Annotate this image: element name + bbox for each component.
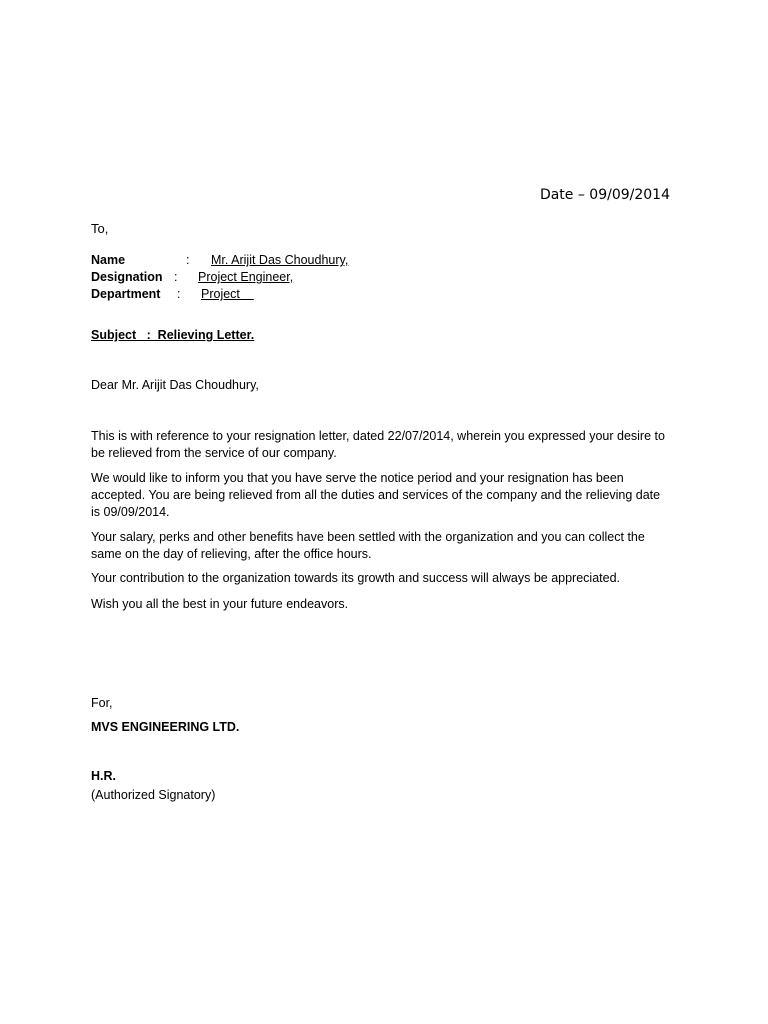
body-paragraph: Wish you all the best in your future endeavors. bbox=[91, 597, 349, 611]
name-colon: : bbox=[186, 253, 190, 267]
department-label: Department bbox=[91, 287, 161, 301]
closing-for: For, bbox=[91, 696, 113, 710]
signer-name: H.R. bbox=[91, 769, 116, 783]
salutation: Dear Mr. Arijit Das Choudhury, bbox=[91, 378, 259, 392]
name-label: Name bbox=[91, 253, 126, 267]
company-name: MVS ENGINEERING LTD. bbox=[91, 720, 240, 734]
designation-colon: : bbox=[174, 270, 178, 284]
body-paragraph: Your contribution to the organization towards its growth and success will always be appreciated. bbox=[91, 571, 620, 585]
department-value: Project bbox=[201, 287, 254, 301]
designation-label: Designation bbox=[91, 270, 163, 284]
body-paragraph: This is with reference to your resignation letter, dated 22/07/2014, wherein you expressed your desire to be relieved from the service of our company. bbox=[91, 429, 665, 460]
department-colon: : bbox=[177, 287, 181, 301]
body-paragraph: We would like to inform you that you have serve the notice period and your resignation has been accepted. You are being relieved from all the duties and services of the company and the relieving date is 09/09/2014. bbox=[91, 471, 661, 519]
designation-value: Project Engineer, bbox=[198, 270, 294, 284]
body-paragraph: Your salary, perks and other benefits have been settled with the organization and you can collect the same on the day of relieving, after the office hours. bbox=[91, 530, 645, 561]
recipient-to: To, bbox=[91, 221, 109, 236]
letter-date: Date – 09/09/2014 bbox=[539, 187, 670, 203]
letter-subject: Subject : Relieving Letter. bbox=[91, 328, 255, 342]
signer-role: (Authorized Signatory) bbox=[91, 788, 216, 802]
name-value: Mr. Arijit Das Choudhury, bbox=[211, 253, 349, 267]
